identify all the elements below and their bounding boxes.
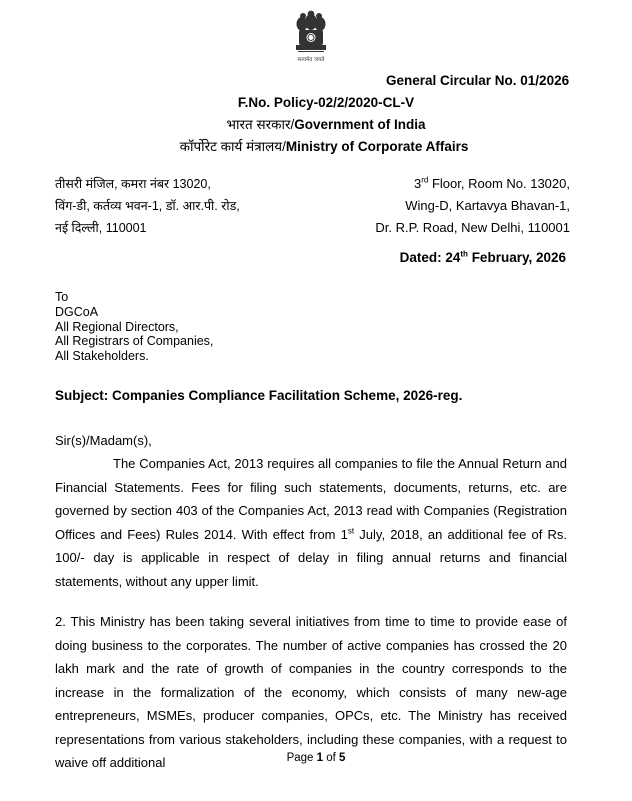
address-hindi-line: विंग-डी, कर्तव्य भवन-1, डॉ. आर.पी. रोड, [55, 199, 240, 213]
total-pages: 5 [339, 752, 346, 764]
of-label: of [323, 752, 340, 764]
file-number: F.No. Policy-02/2/2020-CL-V [237, 95, 415, 110]
address-english-line [375, 173, 570, 195]
ministry-hindi: कॉर्पोरेट कार्य मंत्रालय/ [179, 139, 286, 154]
paragraph-1 [55, 452, 567, 593]
circular-number: General Circular No. 01/2026 [386, 73, 570, 88]
recipient-item: DGCoA [55, 304, 99, 319]
salutation: Sir(s)/Madam(s), [55, 433, 152, 448]
recipient-item: All Regional Directors, [55, 319, 179, 334]
address-english-line: Wing-D, Kartavya Bhavan-1, [405, 198, 570, 213]
government-hindi: भारत सरकार/ [226, 117, 295, 132]
ministry-english: Ministry of Corporate Affairs [285, 139, 469, 154]
page-footer [0, 752, 632, 764]
date-rest: February, 2026 [467, 250, 566, 265]
page-label: Page [286, 752, 317, 764]
recipient-item: All Stakeholders. [55, 349, 149, 364]
address-hindi [55, 173, 240, 239]
government-english: Government of India [294, 117, 426, 132]
address-english-line: Dr. R.P. Road, New Delhi, 110001 [375, 220, 570, 235]
government-line [10, 115, 632, 133]
address-english [375, 173, 570, 239]
paragraph-1-text-end: July, 2018, an additional fee of Rs. 100/- day is applicable in respect of delay in filing annual returns and financial statements, without any upper limit. [55, 526, 568, 589]
date-line [400, 250, 566, 265]
paragraph-1-text: The Companies Act, 2013 requires all companies to file the Annual Return and Financial Statements. Fees for filing such statements, documents, returns, etc. are governed by section 403 of the Companies Act, 2013 read with Companies (Registration Offices and Fees) Rules 2014. With effect from 1 [55, 456, 567, 542]
address-hindi-line: नई दिल्ली, 110001 [55, 221, 147, 235]
paragraph-2: 2. This Ministry has been taking several initiatives from time to time to provide ease of doing business to the corporates. The number of active companies has crossed the 20 lakh mark and the rate of growth of companies in the country corresponds to the increase in the formalization of the economy, which consists of many new-age entrepreneurs, MSMEs, producer companies, OPCs, etc. The Ministry has received representations from various stakeholders, including these companies, with a request to waive off additional [55, 614, 567, 770]
national-emblem-icon [290, 10, 332, 66]
floor-number: 3 [414, 176, 422, 191]
current-page: 1 [316, 752, 324, 764]
date-prefix: Dated: 24 [399, 250, 461, 265]
date-suffix: th [460, 249, 468, 259]
to-label: To [55, 290, 69, 304]
subject-line: Subject: Companies Compliance Facilitation Scheme, 2026-reg. [55, 388, 463, 403]
paragraph-1-sup: st [347, 526, 355, 536]
floor-rest: Floor, Room No. 13020, [428, 176, 570, 191]
address-hindi-line: तीसरी मंजिल, कमरा नंबर 13020, [55, 177, 211, 191]
floor-suffix: rd [421, 175, 429, 185]
ministry-line [8, 137, 632, 155]
recipient-item: All Registrars of Companies, [55, 334, 214, 349]
recipients-block [55, 290, 213, 364]
emblem-caption: सत्यमेव जयते [297, 57, 325, 63]
